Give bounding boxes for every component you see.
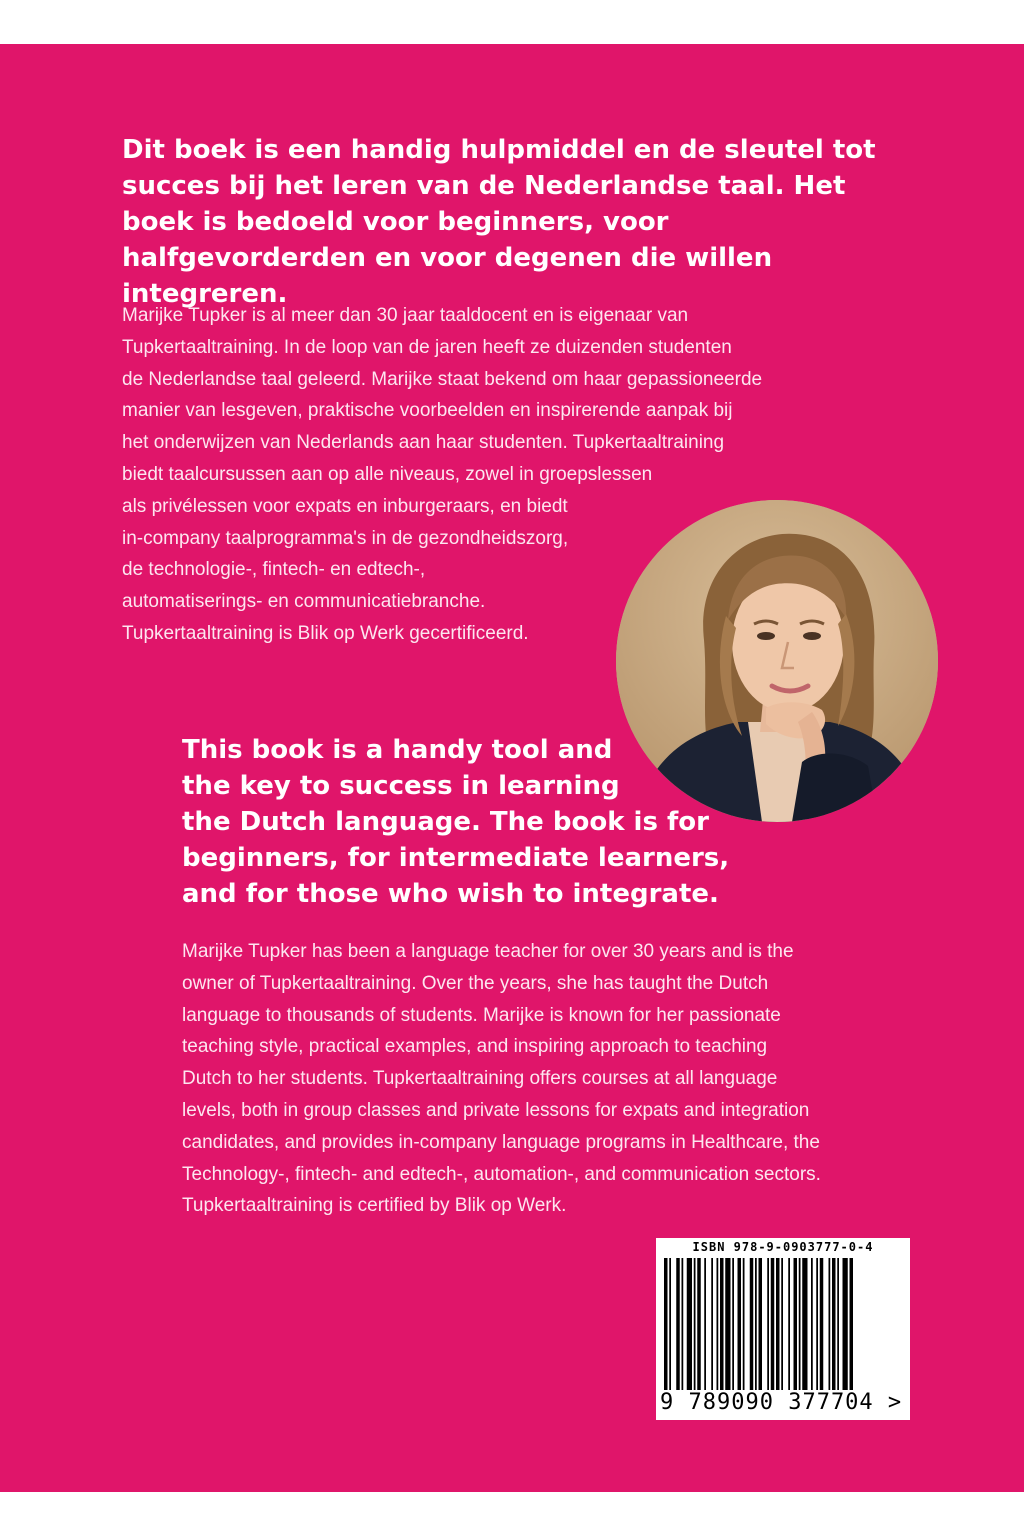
barcode-bar (682, 1258, 684, 1390)
barcode-bar (725, 1258, 730, 1390)
barcode-bar (802, 1258, 807, 1390)
bio-line: candidates, and provides in-company language programs in Healthcare, the (182, 1131, 820, 1153)
lead-line: This book is a handy tool and (182, 735, 613, 765)
bio-line: teaching style, practical examples, and inspiring approach to teaching (182, 1036, 768, 1058)
barcode-bar (669, 1258, 671, 1390)
bio-line: de Nederlandse taal geleerd. Marijke staat bekend om haar gepassioneerde (122, 368, 763, 390)
barcode-bar (717, 1258, 719, 1390)
barcode-bar (781, 1258, 783, 1390)
bio-line: Marijke Tupker has been a language teacher for over 30 years and is the (182, 941, 794, 962)
barcode-bar (755, 1258, 757, 1390)
barcode-bar (832, 1258, 836, 1390)
bio-line: Tupkertaaltraining is certified by Blik op Werk. (182, 1195, 567, 1217)
barcode-bar (738, 1258, 742, 1390)
barcode-digits: 9 789090 377704 > (660, 1390, 903, 1415)
bio-line: Tupkertaaltraining. In de loop van de jaren heeft ze duizenden studenten (122, 336, 732, 358)
barcode-bar (720, 1258, 724, 1390)
barcode-bar (837, 1258, 839, 1390)
barcode-bar (697, 1258, 701, 1390)
english-author-bio (182, 936, 821, 1222)
barcode-bar (788, 1258, 790, 1390)
bio-line: in-company taalprogramma's in de gezondheidszorg, (122, 527, 569, 549)
barcode-bar (732, 1258, 734, 1390)
barcode-bar (676, 1258, 680, 1390)
barcode-bar (711, 1258, 713, 1390)
back-cover (0, 44, 1024, 1492)
lead-line: beginners, for intermediate learners, (182, 843, 730, 873)
barcode-bar (759, 1258, 763, 1390)
barcode-bar (776, 1258, 780, 1390)
bio-line: Tupkertaaltraining is Blik op Werk gecertificeerd. (122, 622, 529, 644)
barcode-bar (811, 1258, 813, 1390)
barcode-bar (743, 1258, 745, 1390)
lead-line: the key to success in learning (182, 771, 620, 801)
barcode-bar (799, 1258, 801, 1390)
barcode-bar (829, 1258, 831, 1390)
lead-line: and for those who wish to integrate. (182, 879, 719, 909)
lead-line: the Dutch language. The book is for (182, 807, 709, 837)
barcode-bar (816, 1258, 818, 1390)
bio-line: language to thousands of students. Marijke is known for her passionate (182, 1004, 781, 1026)
barcode-bar (694, 1258, 696, 1390)
bio-line: manier van lesgeven, praktische voorbeelden en inspirerende aanpak bij (122, 400, 733, 422)
bio-line: de technologie-, fintech- en edtech-, (122, 559, 426, 581)
barcode-bar (687, 1258, 692, 1390)
isbn-barcode (656, 1238, 910, 1420)
dutch-lead-paragraph: Dit boek is een handig hulpmiddel en de sleutel tot succes bij het leren van de Nederlandse taal. Het boek is bedoeld voor beginners, voor halfgevorderden en voor degenen die willen integreren. (122, 135, 876, 309)
bio-line: owner of Tupkertaaltraining. Over the years, she has taught the Dutch (182, 972, 769, 994)
bio-line: Dutch to her students. Tupkertaaltraining offers courses at all language (182, 1068, 778, 1090)
barcode-bar (820, 1258, 824, 1390)
bio-line: automatiserings- en communicatiebranche. (122, 591, 486, 613)
english-lead-paragraph (182, 732, 730, 912)
barcode-bar (771, 1258, 775, 1390)
barcode-bar (664, 1258, 668, 1390)
bio-line: levels, both in group classes and private lessons for expats and integration (182, 1099, 810, 1121)
isbn-label: ISBN 978-9-0903777-0-4 (692, 1240, 874, 1254)
barcode-bar (767, 1258, 769, 1390)
barcode-bar (850, 1258, 854, 1390)
bio-line: Technology-, fintech- and edtech-, automation-, and communication sectors. (182, 1163, 821, 1185)
bio-line: Marijke Tupker is al meer dan 30 jaar taaldocent en is eigenaar van (122, 305, 689, 326)
barcode-bar (704, 1258, 706, 1390)
barcode-bars (664, 1258, 902, 1390)
bio-line: als privélessen voor expats en inburgeraars, en biedt (122, 495, 568, 517)
barcode-bar (794, 1258, 798, 1390)
bio-line: biedt taalcursussen aan op alle niveaus, zowel in groepslessen (122, 463, 653, 485)
bio-line: het onderwijzen van Nederlands aan haar studenten. Tupkertaaltraining (122, 432, 725, 454)
barcode-bar (843, 1258, 848, 1390)
barcode-bar (750, 1258, 754, 1390)
